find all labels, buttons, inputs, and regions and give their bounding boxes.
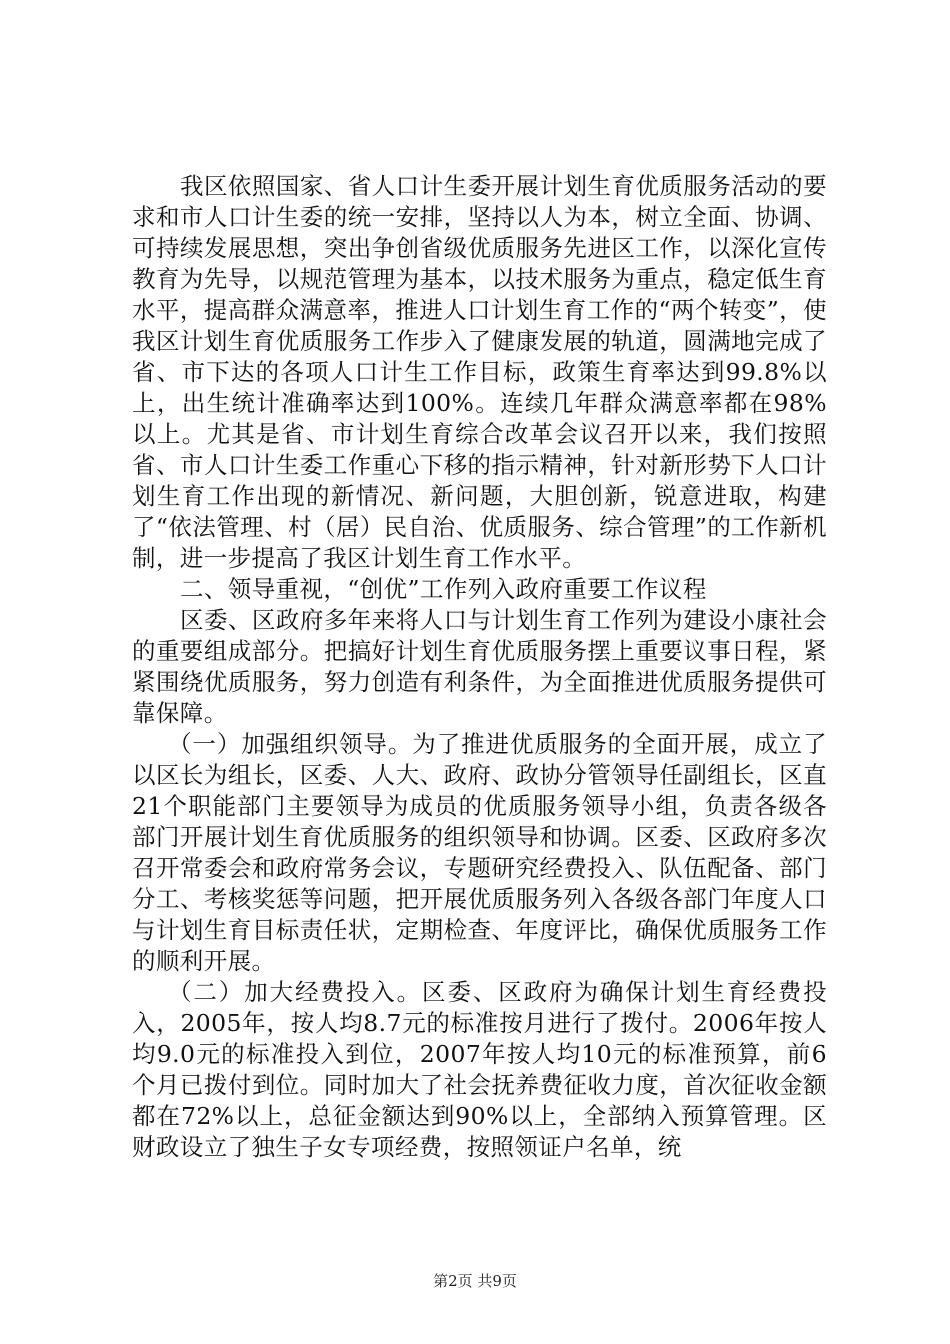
- document-body: [132, 171, 827, 1163]
- paragraph-intro: 我区依照国家、省人口计生委开展计划生育优质服务活动的要求和市人口计生委的统一安排，坚持以人为本，树立全面、协调、可持续发展思想，突出争创省级优质服务先进区工作，以深化宣传教育为先导，以规范管理为基本，以技术服务为重点，稳定低生育水平，提高群众满意率，推进人口计划生育工作的“两个转变”，使我区计划生育优质服务工作步入了健康发展的轨道，圆满地完成了省、市下达的各项人口计生工作目标，政策生育率达到99.8%以上，出生统计准确率达到100%。连续几年群众满意率都在98%以上。尤其是省、市计划生育综合改革会议召开以来，我们按照省、市人口计生委工作重心下移的指示精神，针对新形势下人口计划生育工作出现的新情况、新问题，大胆创新，锐意进取，构建了“依法管理、村（居）民自治、优质服务、综合管理”的工作新机制，进一步提高了我区计划生育工作水平。: [132, 172, 827, 572]
- paragraph-organization: （一）加强组织领导。为了推进优质服务的全面开展，成立了以区长为组长，区委、人大、政府、政协分管领导任副组长，区直21个职能部门主要领导为成员的优质服务领导小组，负责各级各部门开展计划生育优质服务的组织领导和协调。区委、区政府多次召开常委会和政府常务会议，专题研究经费投入、队伍配备、部门分工、考核奖惩等问题，把开展优质服务列入各级各部门年度人口与计划生育目标责任状，定期检查、年度评比，确保优质服务工作的顺利开展。: [132, 730, 827, 975]
- section-heading: 二、领导重视，“创优”工作列入政府重要工作议程: [180, 575, 707, 603]
- page-footer: 第2页 共9页: [433, 1272, 517, 1290]
- paragraph-section-intro: 区委、区政府多年来将人口与计划生育工作列为建设小康社会的重要组成部分。把搞好计划生育优质服务摆上重要议事日程，紧紧围绕优质服务，努力创造有利条件，为全面推进优质服务提供可靠保障。: [132, 606, 827, 727]
- paragraph-funding: （二）加大经费投入。区委、区政府为确保计划生育经费投入，2005年，按人均8.7元的标准按月进行了拨付。2006年按人均9.0元的标准投入到位，2007年按人均10元的标准预算，前6个月已拨付到位。同时加大了社会抚养费征收力度，首次征收金额都在72%以上，总征金额达到90%以上，全部纳入预算管理。区财政设立了独生子女专项经费，按照领证户名单，统: [132, 978, 827, 1161]
